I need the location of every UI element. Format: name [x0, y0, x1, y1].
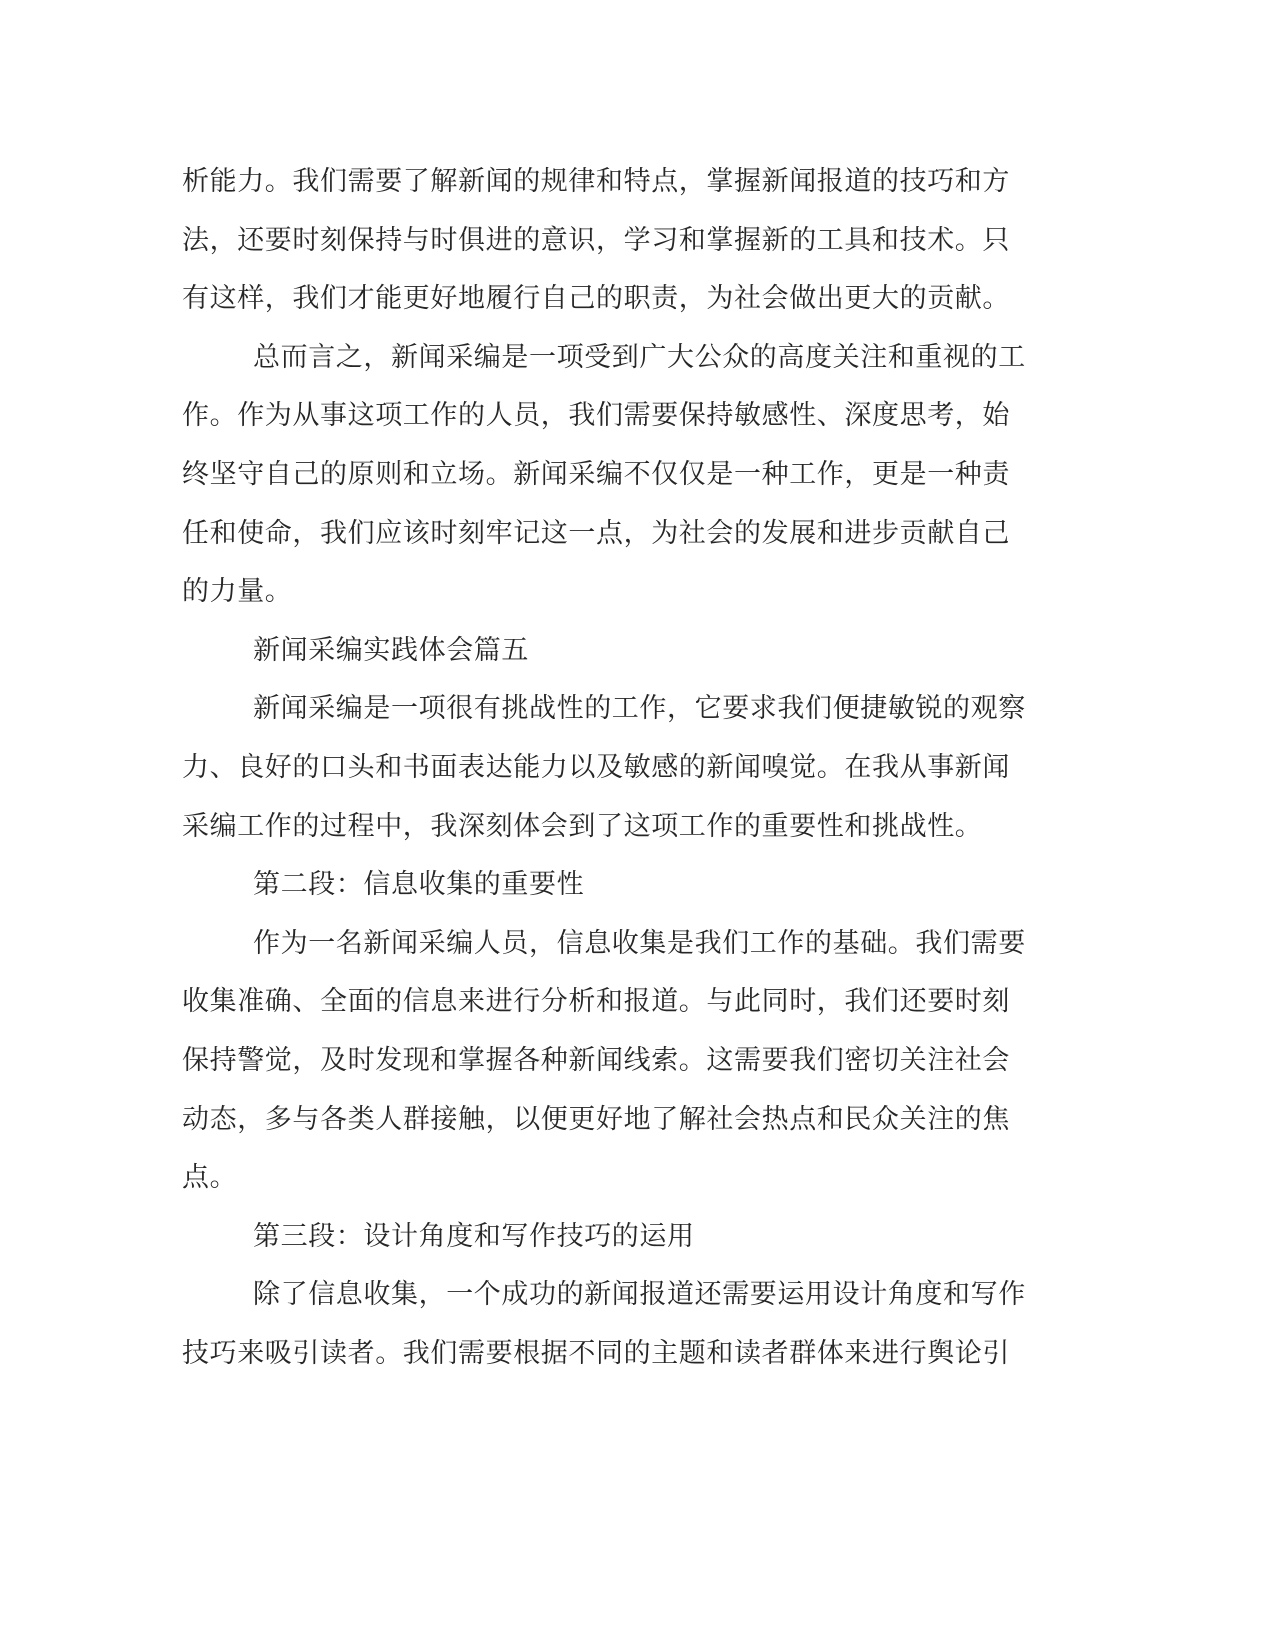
text-line: 有这样，我们才能更好地履行自己的职责，为社会做出更大的贡献。 [182, 283, 1010, 315]
text-line: 总而言之，新闻采编是一项受到广大公众的高度关注和重视的工 [253, 341, 1026, 373]
subsection-heading [182, 856, 1034, 915]
text-line: 动态，多与各类人群接触，以便更好地了解社会热点和民众关注的焦 [182, 1103, 1010, 1135]
paragraph-continuation [182, 153, 1034, 329]
text-line: 作。作为从事这项工作的人员，我们需要保持敏感性、深度思考，始 [182, 400, 1010, 432]
text-line: 点。 [182, 1162, 238, 1194]
text-line: 除了信息收集，一个成功的新闻报道还需要运用设计角度和写作 [253, 1279, 1026, 1311]
paragraph-writing-skills [182, 1266, 1034, 1383]
section-title: 新闻采编实践体会篇五 [253, 634, 529, 666]
text-line: 新闻采编是一项很有挑战性的工作，它要求我们便捷敏锐的观察 [253, 693, 1026, 725]
text-line: 力、良好的口头和书面表达能力以及敏感的新闻嗅觉。在我从事新闻 [182, 751, 1010, 783]
paragraph-intro [182, 680, 1034, 856]
text-line: 技巧来吸引读者。我们需要根据不同的主题和读者群体来进行舆论引 [182, 1337, 1010, 1369]
document-body [182, 153, 1034, 1383]
text-line: 作为一名新闻采编人员，信息收集是我们工作的基础。我们需要 [253, 927, 1026, 959]
paragraph-conclusion [182, 329, 1034, 622]
text-line: 保持警觉，及时发现和掌握各种新闻线索。这需要我们密切关注社会 [182, 1044, 1010, 1076]
text-line: 采编工作的过程中，我深刻体会到了这项工作的重要性和挑战性。 [182, 810, 983, 842]
subsection-heading [182, 1208, 1034, 1267]
text-line: 的力量。 [182, 576, 293, 608]
subsection-title: 第二段：信息收集的重要性 [253, 869, 585, 901]
text-line: 终坚守自己的原则和立场。新闻采编不仅仅是一种工作，更是一种责 [182, 458, 1010, 490]
text-line: 收集准确、全面的信息来进行分析和报道。与此同时，我们还要时刻 [182, 986, 1010, 1018]
text-line: 任和使命，我们应该时刻牢记这一点，为社会的发展和进步贡献自己 [182, 517, 1010, 549]
subsection-title: 第三段：设计角度和写作技巧的运用 [253, 1220, 695, 1252]
section-heading [182, 622, 1034, 681]
text-line: 法，还要时刻保持与时俱进的意识，学习和掌握新的工具和技术。只 [182, 224, 1010, 256]
paragraph-info-collection [182, 915, 1034, 1208]
text-line: 析能力。我们需要了解新闻的规律和特点，掌握新闻报道的技巧和方 [182, 166, 1010, 197]
